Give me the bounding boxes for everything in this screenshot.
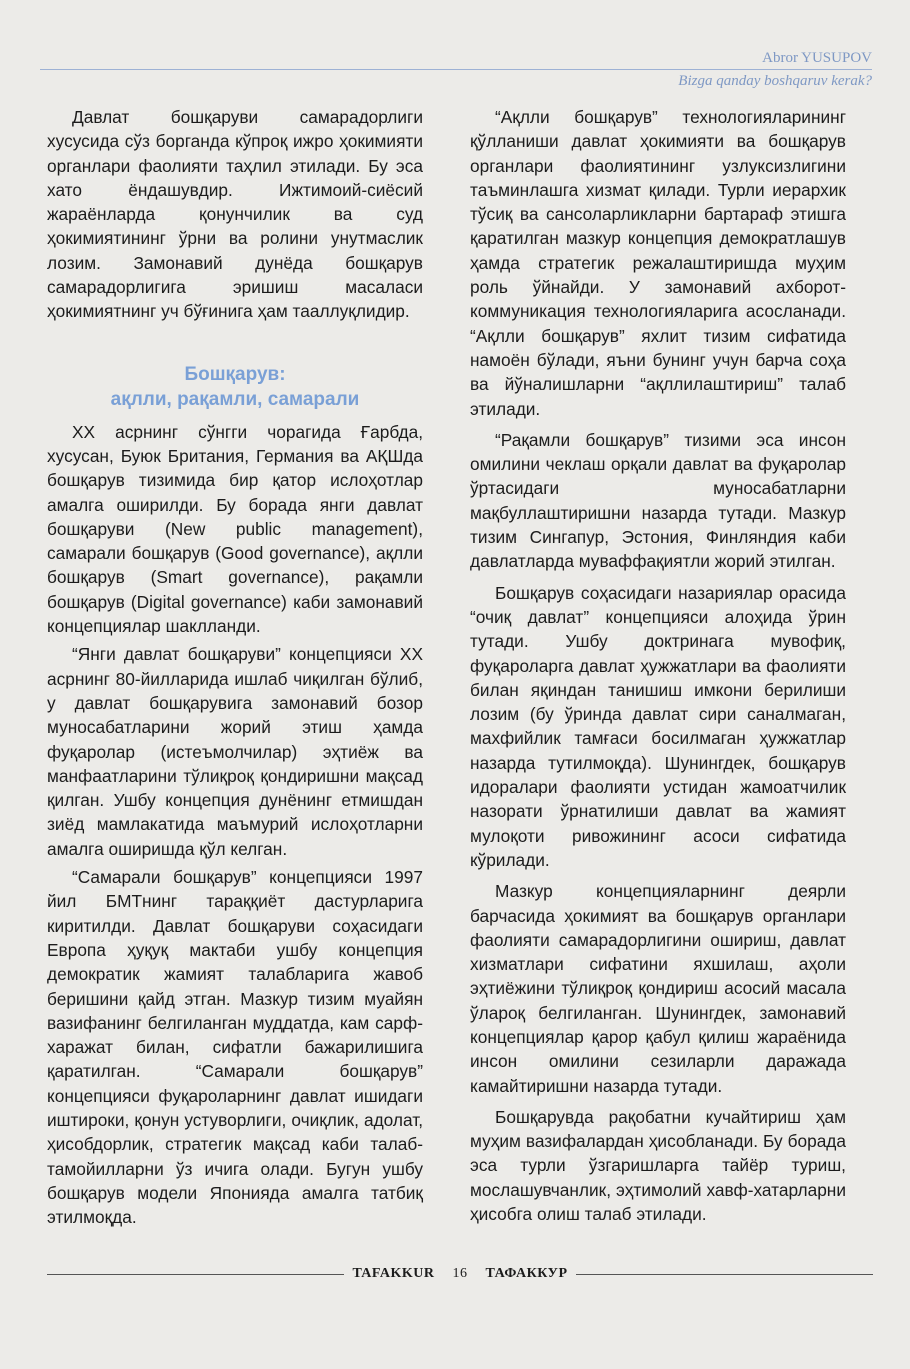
section-title-line1: Бошқарув: <box>184 363 286 385</box>
right-column <box>470 105 846 1226</box>
paragraph: Бошқарувда рақобатни кучайтириш ҳам муҳим вазифалардан ҳисобланади. Бу борада эса турли ўзгаришларга тайёр туриш, мослашувчанлик, эҳтимолий хавф-хатарларни ҳисобга олиш талаб этилади. <box>470 1106 846 1225</box>
paragraph: Бошқарув соҳасидаги назариялар орасида “очиқ давлат” концепцияси алоҳида ўрин тутади. Ушбу доктринага мувофиқ, фуқароларга давлат ҳужжатлари ва фаолияти билан яқиндан танишиш имкони берилиши лозим (бу ўринда давлат сири саналмаган, махфийлик тамғаси босилмаган ҳужжатлар назарда тутилмоқда). Шунингдек, бошқарув идоралари фаолияти устидан жамоатчилик назорати ўрнатилиши давлат ва жамият мулоқоти ривожининг асоси сифатида кўрилади. <box>470 582 846 870</box>
page-footer <box>47 1266 873 1282</box>
footer-label-cyrillic: ТАФАККУР <box>485 1266 568 1281</box>
paragraph: “Ақлли бошқарув” технологияларининг қўлланиши давлат ҳокимияти ва бошқарув органлари фаолиятининг узлуксизлигини таъминлашга хизмат қилади. Турли иерархик тўсиқ ва сансоларликларни бартараф этишга қаратилган мазкур концепция демократлашув ҳамда стратегик режалаштиришда муҳим роль ўйнайди. У замонавий ахборот-коммуникация технологияларига асосланади. “Ақлли бошқарув” яхлит тизим сифатида намоён бўлади, яъни бунинг учун барча соҳа ва йўналишларни “ақллилаштириш” талаб этилади. <box>470 107 846 419</box>
header-author: Abror YUSUPOV <box>762 50 872 66</box>
paragraph: XX асрнинг сўнгги чорагида Ғарбда, хусусан, Буюк Британия, Германия ва АҚШда бошқарув тизимида бир қатор ислоҳотлар амалга оширилди. Бу борада янги давлат бошқаруви (New public management), самарали бошқарув (Good governance), ақлли бошқарув (Smart governance), рақамли бошқарув (Digital governance) каби замонавий концепциялар шаклланди. <box>47 421 423 637</box>
running-header <box>40 48 872 90</box>
paragraph: “Самарали бошқарув” концепцияси 1997 йил БМТнинг тараққиёт дастурларига киритилди. Давлат бошқаруви соҳасидаги Европа ҳуқуқ мактаби ушбу концепция демократик жамият талабларига жавоб беришини қайд этган. Мазкур тизим муайян вазифанинг белгиланган муддатда, кам сарф-харажат билан, сифатли бажарилишига қаратилган. “Самарали бошқарув” концепцияси фуқароларнинг давлат ишидаги иштироки, қонун устуворлиги, очиқлик, адолат, ҳисобдорлик, стратегик мақсад каби талаб-тамойилларни ўз ичига олади. Бугун ушбу бошқарув модели Японияда амалга татбиқ этилмоқда. <box>47 867 423 1228</box>
left-column <box>47 105 423 1229</box>
paragraph: “Рақамли бошқарув” тизими эса инсон омилини чеклаш орқали давлат ва фуқаролар ўртасидаги муносабатларни мақбуллаштиришни назарда тутади. Мазкур тизим Сингапур, Эстония, Финляндия каби давлатларда муваффақиятли жорий этилган. <box>470 429 846 572</box>
header-subtitle: Bizga qanday boshqaruv kerak? <box>678 73 872 89</box>
footer-rule-left <box>47 1274 344 1275</box>
footer-label-latin: TAFAKKUR <box>352 1266 435 1281</box>
intro-paragraph: Давлат бошқаруви самарадорлиги хусусида сўз борганда кўпроқ ижро ҳокимияти органлари фаолияти таҳлил этилади. Бу эса хато ёндашувдир. Ижтимоий-сиёсий жараёнларда қонунчилик ва суд ҳокимиятининг ўрни ва ролини унутмаслик лозим. Замонавий дунёда бошқарув самарадорлигига эришиш масаласи ҳокимиятнинг уч бўғинига ҳам тааллуқлидир. <box>47 107 423 322</box>
footer-rule-right <box>576 1274 873 1275</box>
section-title-line2: ақлли, рақамли, самарали <box>110 388 360 410</box>
section-title <box>47 362 423 412</box>
page-number: 16 <box>452 1266 468 1281</box>
paragraph: “Янги давлат бошқаруви” концепцияси XX асрнинг 80-йилларида ишлаб чиқилган бўлиб, у давлат бошқарувига замонавий бозор муносабатларини жорий этиш ҳамда фуқаролар (истеъмолчилар) эҳтиёж ва манфаатларини тўлиқроқ қондиришни мақсад қилган. Ушбу концепция дунёнинг етмишдан зиёд мамлакатида маъмурий ислоҳотларни амалга оширишда қўл келган. <box>47 644 423 859</box>
paragraph: Мазкур концепцияларнинг деярли барчасида ҳокимият ва бошқарув органлари фаолияти самарадорлигини ошириш, давлат хизматлари сифатини яхшилаш, аҳоли эҳтиёжини тўлиқроқ қондириш асосий масала ўлароқ белгиланган. Шунингдек, замонавий концепциялар қарор қабул қилиш жараёнида инсон омилини сезиларли даражада камайтиришни назарда тутади. <box>470 881 846 1096</box>
header-rule <box>40 69 872 70</box>
